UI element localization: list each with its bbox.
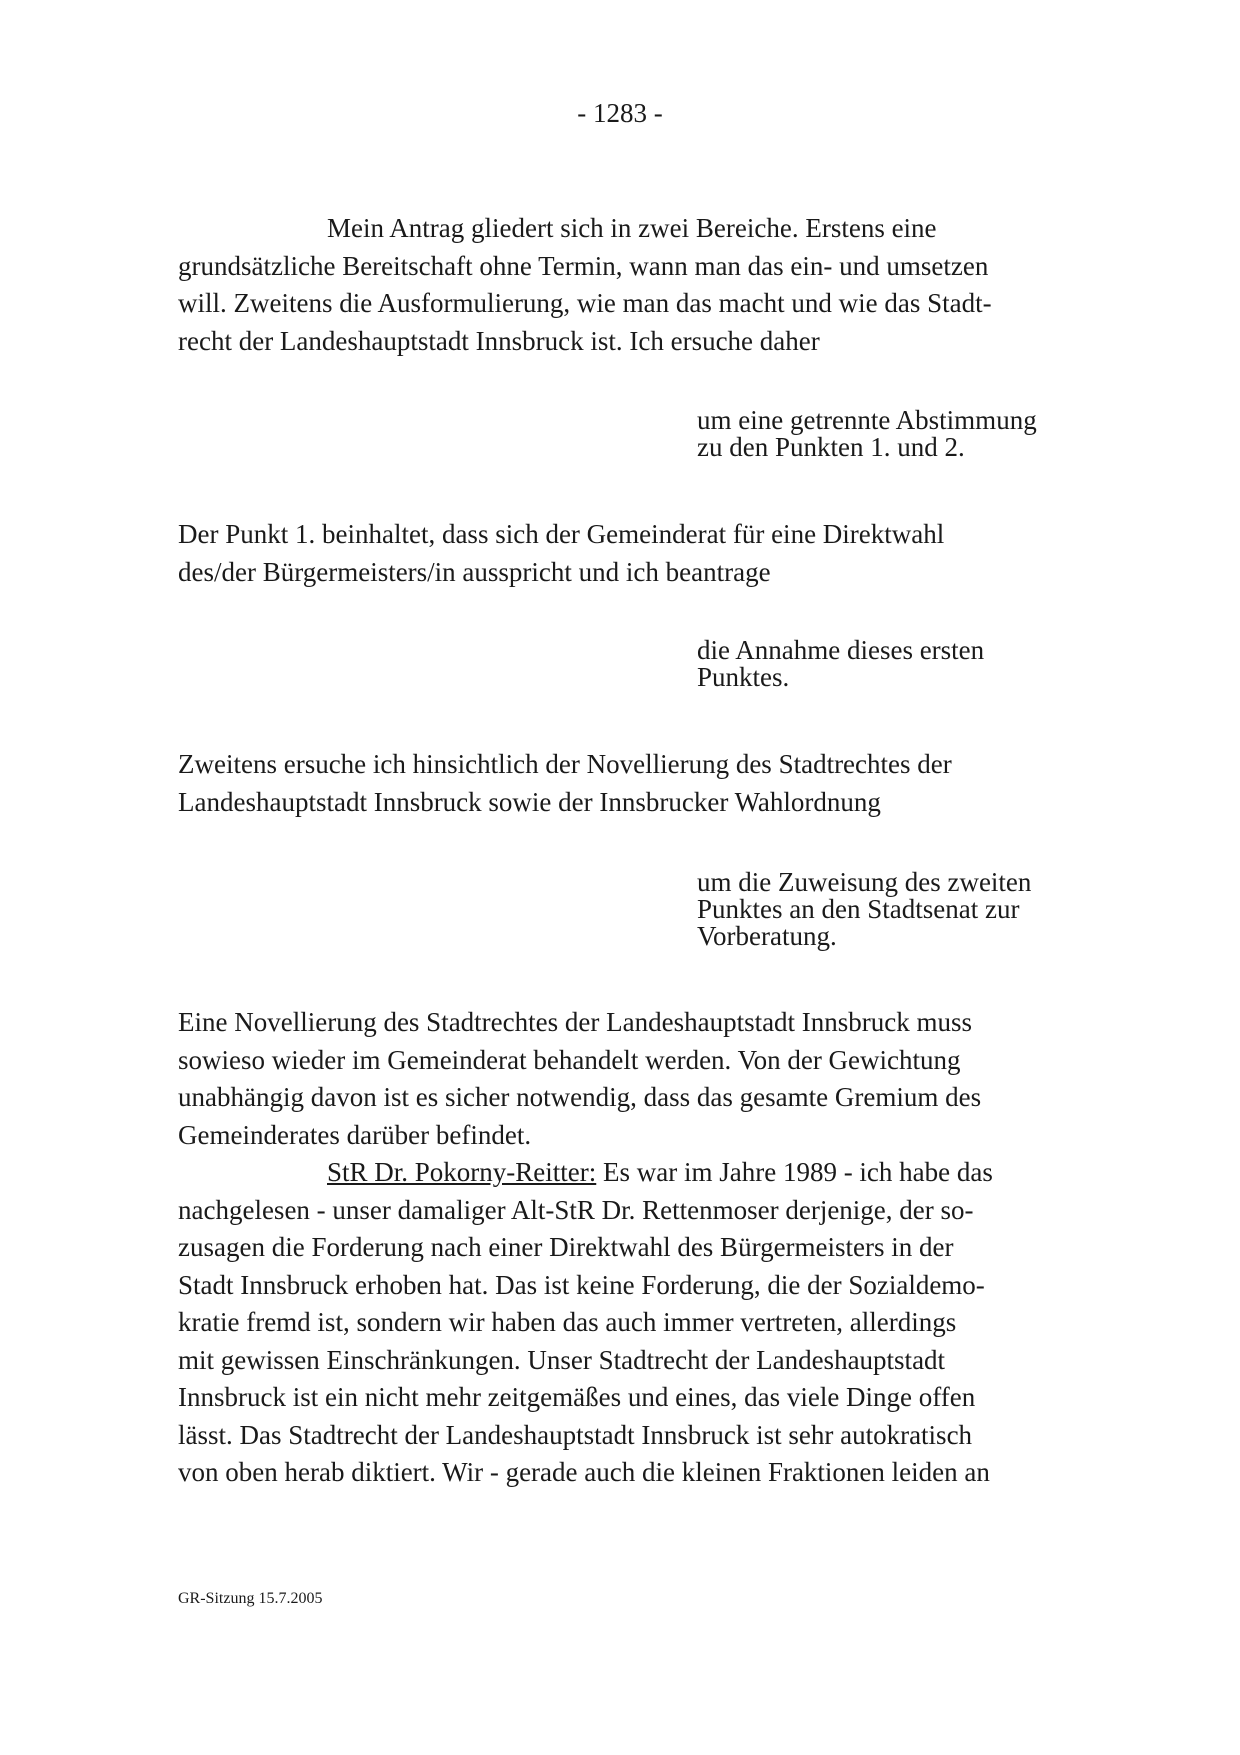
text-line: Innsbruck ist ein nicht mehr zeitgemäßes und eines, das viele Dinge offen [178,1382,976,1412]
motion-separate-vote [697,407,1097,461]
text-line: Mein Antrag gliedert sich in zwei Bereiche. Erstens eine [327,213,937,243]
text-line: Eine Novellierung des Stadtrechtes der Landeshauptstadt Innsbruck muss [178,1007,973,1037]
text-line: Der Punkt 1. beinhaltet, dass sich der Gemeinderat für eine Direktwahl [178,519,945,549]
footer-session: GR-Sitzung 15.7.2005 [178,1590,323,1607]
paragraph-speaker-statement [178,1154,1178,1492]
paragraph-amendment [178,1004,1178,1154]
paragraph-application [178,210,1178,360]
motion-accept-point-one [697,637,1097,691]
motion-line: Vorberatung. [697,921,837,951]
paragraph-point-one [178,516,1178,591]
text-line: grundsätzliche Bereitschaft ohne Termin, wann man das ein- und umsetzen [178,250,989,281]
page-number: - 1283 - [577,98,663,128]
motion-line: die Annahme dieses ersten [697,635,985,665]
text-line: Zweitens ersuche ich hinsichtlich der Novellierung des Stadtrechtes der [178,749,952,779]
text-line: unabhängig davon ist es sicher notwendig, dass das gesamte Gremium des [178,1082,982,1112]
text-line: von oben herab diktiert. Wir - gerade auch die kleinen Fraktionen leiden an [178,1457,990,1487]
text-line: nachgelesen - unser damaliger Alt-StR Dr. Rettenmoser derjenige, der so- [178,1194,974,1225]
text-line: recht der Landeshauptstadt Innsbruck ist. Ich ersuche daher [178,325,820,356]
motion-line: um die Zuweisung des zweiten [697,867,1032,897]
motion-assign-point-two [697,869,1097,950]
motion-line: um eine getrennte Abstimmung [697,405,1037,435]
paragraph-point-two [178,746,1178,821]
text-line: kratie fremd ist, sondern wir haben das auch immer vertreten, allerdings [178,1307,957,1337]
text-line: zusagen die Forderung nach einer Direktwahl des Bürgermeisters in der [178,1232,954,1262]
text-line: sowieso wieder im Gemeinderat behandelt werden. Von der Gewichtung [178,1044,961,1075]
motion-line: zu den Punkten 1. und 2. [697,432,965,462]
text-line: will. Zweitens die Ausformulierung, wie man das macht und wie das Stadt- [178,288,992,318]
text-line: Landeshauptstadt Innsbruck sowie der Innsbrucker Wahlordnung [178,786,881,817]
speaker-line [178,1154,993,1192]
motion-line: Punktes an den Stadtsenat zur [697,894,1020,924]
motion-line: Punktes. [697,662,790,692]
text-line: Gemeinderates darüber befindet. [178,1119,532,1150]
speaker-name: StR Dr. Pokorny-Reitter: [327,1157,597,1187]
text-line: Es war im Jahre 1989 - ich habe das [596,1157,993,1187]
text-line: Stadt Innsbruck erhoben hat. Das ist keine Forderung, die der Sozialdemo- [178,1269,985,1300]
text-line: mit gewissen Einschränkungen. Unser Stadtrecht der Landeshauptstadt [178,1344,946,1375]
text-line: lässt. Das Stadtrecht der Landeshauptstadt Innsbruck ist sehr autokratisch [178,1419,973,1450]
text-line: des/der Bürgermeisters/in ausspricht und ich beantrage [178,556,771,587]
